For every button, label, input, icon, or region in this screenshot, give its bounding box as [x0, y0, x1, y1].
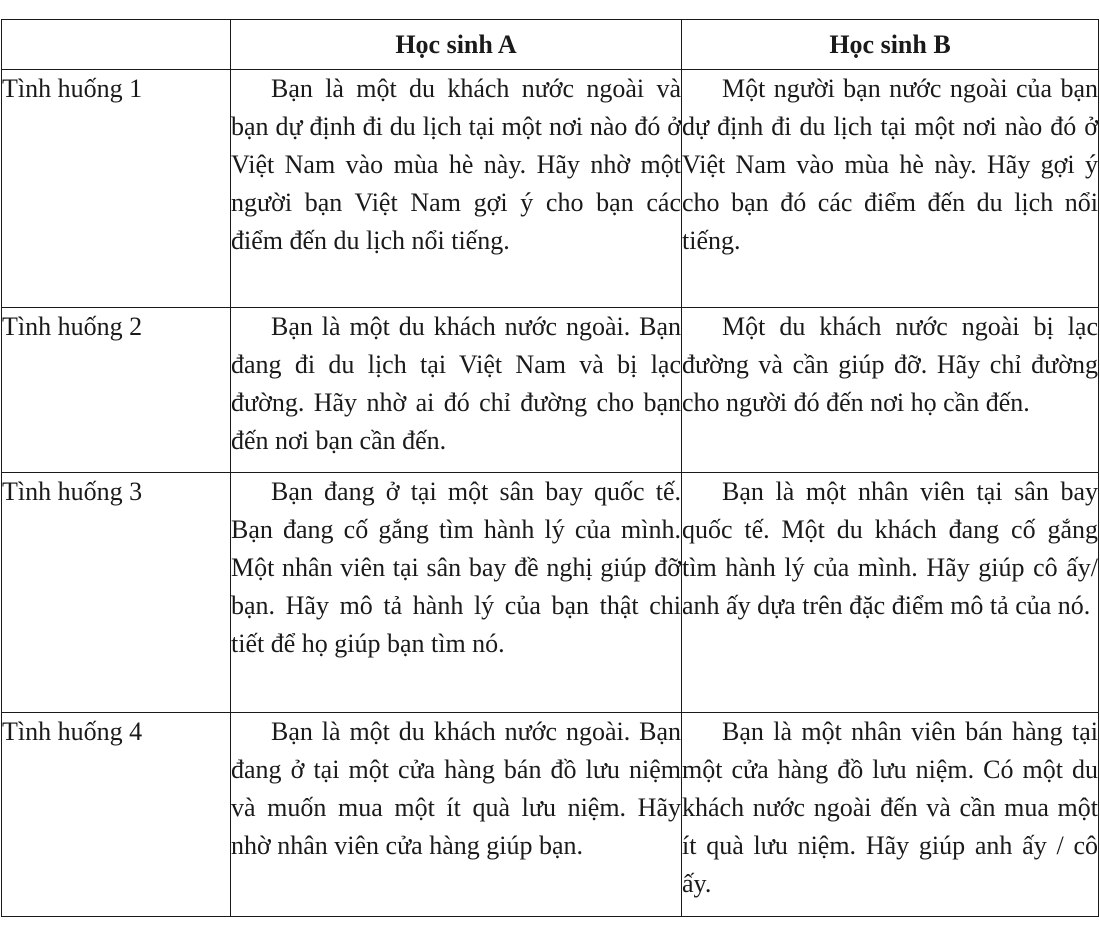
student-b-cell: Bạn là một nhân viên bán hàng tại một cửa hàng đồ lưu niệm. Có một du khách nước ngoài đến và cần mua một ít quà lưu niệm. Hãy giúp anh ấy / cô ấy.	[682, 713, 1099, 917]
situations-table	[1, 19, 1099, 917]
table-row	[2, 70, 1099, 308]
student-b-cell: Một người bạn nước ngoài của bạn dự định đi du lịch tại một nơi nào đó ở Việt Nam vào mùa hè này. Hãy gợi ý cho bạn đó các điểm đến du lịch nổi tiếng.	[682, 70, 1099, 308]
student-a-cell: Bạn là một du khách nước ngoài. Bạn đang ở tại một cửa hàng bán đồ lưu niệm và muốn mua một ít quà lưu niệm. Hãy nhờ nhân viên cửa hàng giúp bạn.	[231, 713, 682, 917]
student-a-cell: Bạn là một du khách nước ngoài và bạn dự định đi du lịch tại một nơi nào đó ở Việt Nam vào mùa hè này. Hãy nhờ một người bạn Việt Nam gợi ý cho bạn các điểm đến du lịch nổi tiếng.	[231, 70, 682, 308]
header-student-a: Học sinh A	[231, 20, 682, 70]
table-row	[2, 473, 1099, 713]
situation-label: Tình huống 3	[2, 473, 231, 713]
corner-cell	[2, 20, 231, 70]
student-b-cell: Một du khách nước ngoài bị lạc đường và cần giúp đỡ. Hãy chỉ đường cho người đó đến nơi họ cần đến.	[682, 308, 1099, 473]
situation-label: Tình huống 4	[2, 713, 231, 917]
situation-label: Tình huống 1	[2, 70, 231, 308]
situation-label: Tình huống 2	[2, 308, 231, 473]
header-row	[2, 20, 1099, 70]
student-a-cell: Bạn là một du khách nước ngoài. Bạn đang đi du lịch tại Việt Nam và bị lạc đường. Hãy nhờ ai đó chỉ đường cho bạn đến nơi bạn cần đến.	[231, 308, 682, 473]
header-student-b: Học sinh B	[682, 20, 1099, 70]
student-b-cell: Bạn là một nhân viên tại sân bay quốc tế. Một du khách đang cố gắng tìm hành lý của mình. Hãy giúp cô ấy/ anh ấy dựa trên đặc điểm mô tả của nó.	[682, 473, 1099, 713]
table-row	[2, 308, 1099, 473]
student-a-cell: Bạn đang ở tại một sân bay quốc tế. Bạn đang cố gắng tìm hành lý của mình. Một nhân viên tại sân bay đề nghị giúp đỡ bạn. Hãy mô tả hành lý của bạn thật chi tiết để họ giúp bạn tìm nó.	[231, 473, 682, 713]
table-row	[2, 713, 1099, 917]
